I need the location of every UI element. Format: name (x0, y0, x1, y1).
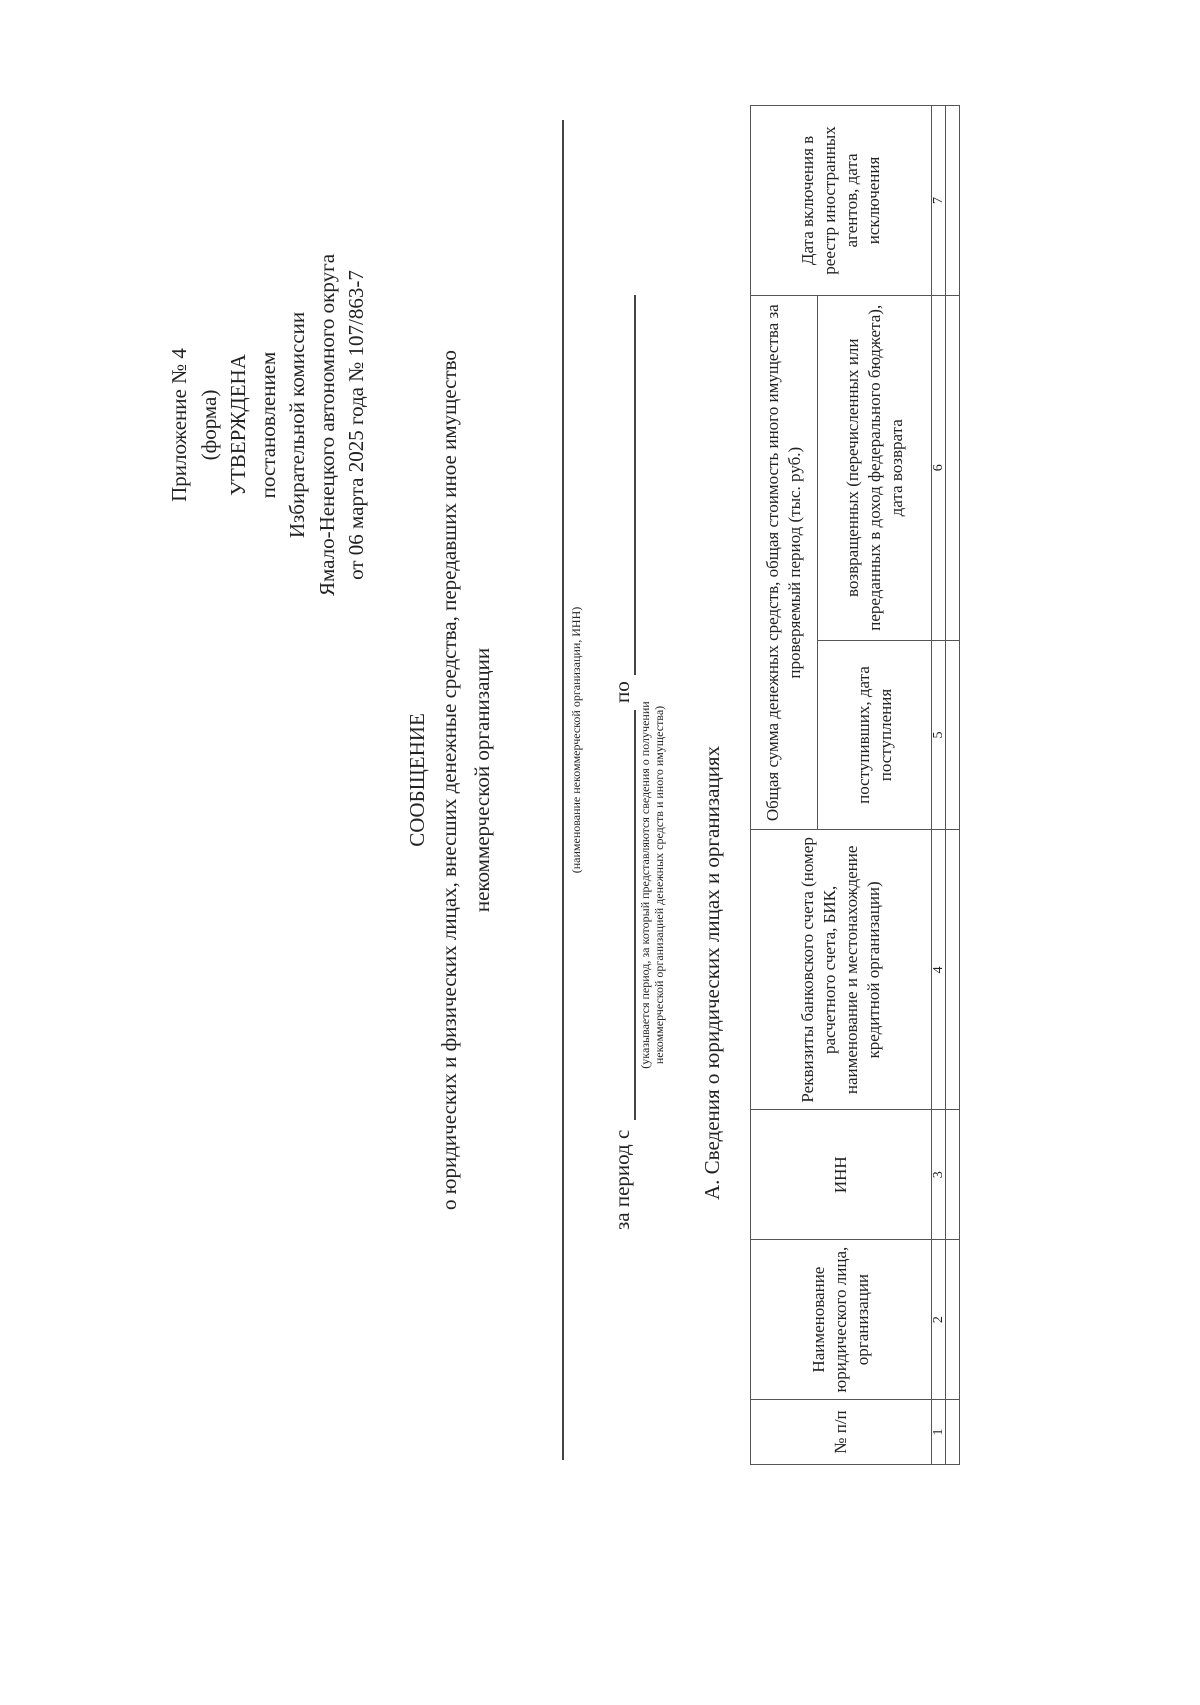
column-numbers-row (932, 106, 946, 1465)
column-number: 5 (932, 640, 946, 830)
header-line: УТВЕРЖДЕНА (226, 354, 250, 496)
header-line: (форма) (196, 389, 221, 461)
period-to-label: по (610, 681, 634, 703)
header-line: постановлением (255, 351, 280, 499)
column-number: 1 (932, 1400, 946, 1465)
document-subtitle-2: некоммерческой организации (470, 647, 494, 913)
header-foreign-agent-date: Дата включения в реестр иностранных агентов, дата исключения (751, 106, 932, 296)
document-title: СООБЩЕНИЕ (405, 713, 429, 847)
header-name: Наименование юридического лица, организации (751, 1240, 932, 1400)
header-line: Ямало-Ненецкого автономного округа (314, 253, 339, 597)
header-returned: возвращенных (перечисленных или переданных в доход федерального бюджета), дата возврата (818, 295, 932, 640)
header-line: Избирательной комиссии (285, 311, 309, 539)
period-from-field[interactable] (634, 710, 636, 1120)
period-caption (638, 555, 666, 1215)
header-number: № п/п (751, 1400, 932, 1465)
column-number: 2 (932, 1240, 946, 1400)
table-cell[interactable] (946, 640, 960, 830)
column-number: 4 (932, 830, 946, 1110)
period-to-field[interactable] (634, 295, 636, 675)
org-name-caption: (наименование некоммерческой организации, ИНН) (569, 606, 583, 874)
document-subtitle: о юридических и физических лицах, внесших денежные средства, передавших иное имущество (437, 350, 461, 1210)
header-line: от 06 марта 2025 года № 107/863-7 (344, 270, 368, 580)
header-line: Приложение № 4 (167, 348, 191, 502)
period-caption-line: некоммерческой организацией денежных средств и иного имущества) (652, 705, 666, 1065)
section-a-heading: А. Сведения о юридических лицах и организациях (700, 745, 724, 1200)
table-row (946, 106, 960, 1465)
period-from-label: за период с (610, 1129, 634, 1230)
column-number: 7 (932, 106, 946, 296)
column-number: 3 (932, 1110, 946, 1240)
approval-header (165, 185, 372, 665)
header-received: поступивших, дата поступления (818, 640, 932, 830)
period-caption-line: (указывается период, за который представляются сведения о получении (638, 701, 652, 1069)
column-number: 6 (932, 295, 946, 640)
table-cell[interactable] (946, 106, 960, 296)
table-cell[interactable] (946, 1110, 960, 1240)
table-cell[interactable] (946, 1400, 960, 1465)
header-bank-details: Реквизиты банковского счета (номер расчетного счета, БИК, наименование и местонахождение кредитной организации) (751, 830, 932, 1110)
header-inn: ИНН (751, 1110, 932, 1240)
org-name-line[interactable] (562, 120, 564, 1460)
legal-entities-table (750, 105, 960, 1465)
header-total-amount: Общая сумма денежных средств, общая стоимость иного имущества за проверяемый период (тыс. руб.) (751, 295, 818, 830)
table-cell[interactable] (946, 295, 960, 640)
table-cell[interactable] (946, 830, 960, 1110)
table-cell[interactable] (946, 1240, 960, 1400)
